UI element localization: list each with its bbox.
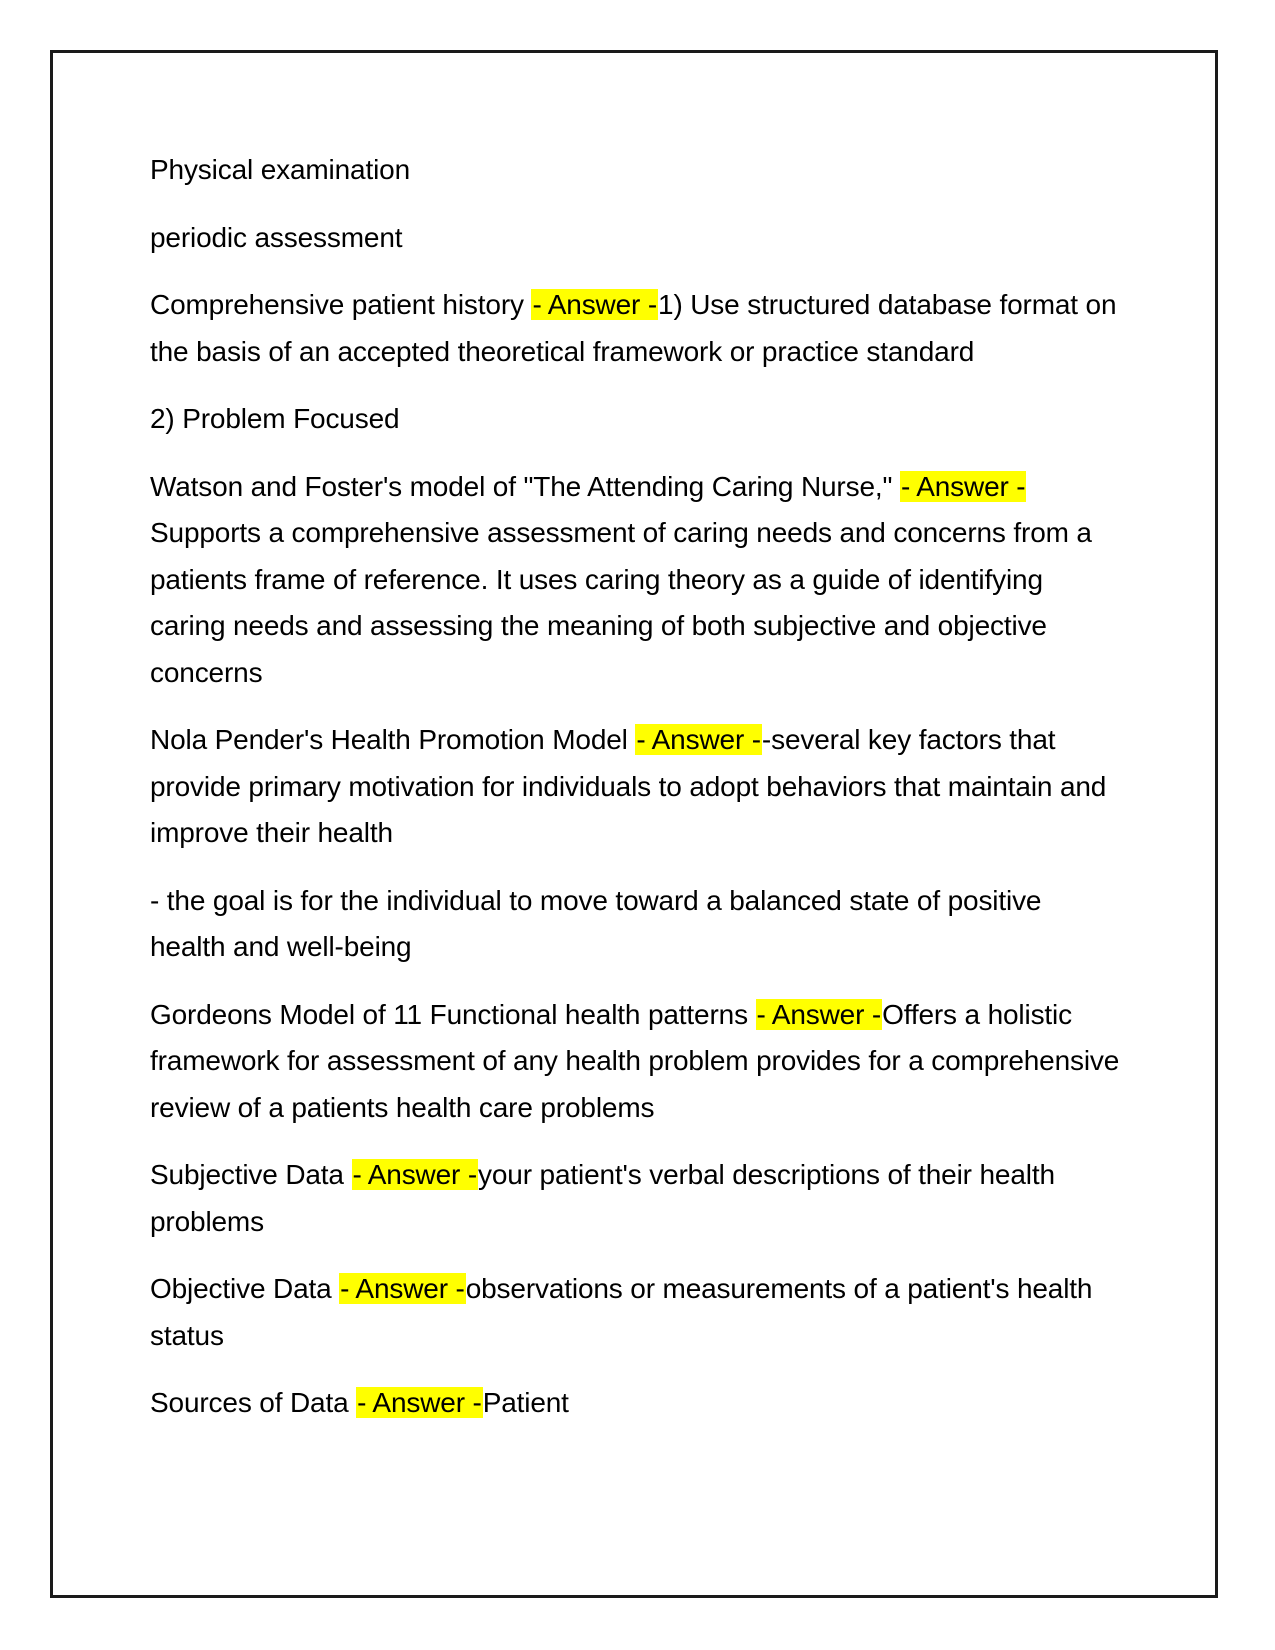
term: Physical examination xyxy=(150,154,411,185)
term: Nola Pender's Health Promotion Model xyxy=(150,724,636,755)
paragraph-subjective-data xyxy=(150,1152,1120,1245)
term: periodic assessment xyxy=(150,221,403,253)
definition: your patient's verbal descriptions of their health problems xyxy=(150,1159,1055,1237)
definition: Offers a holistic framework for assessment of any health problem provides for a comprehensive review of a patients health care problems xyxy=(150,998,1120,1123)
term: 2) Problem Focused xyxy=(150,403,400,434)
answer-marker: - Answer - xyxy=(756,998,882,1030)
document-body xyxy=(150,147,1120,1448)
paragraph-periodic-assessment xyxy=(150,215,1120,262)
definition: observations or measurements of a patient's health status xyxy=(150,1273,1093,1351)
term: Gordeons Model of 11 Functional health patterns xyxy=(150,998,756,1030)
term: Objective Data xyxy=(150,1273,340,1304)
definition: Patient xyxy=(482,1387,569,1418)
paragraph-nola-pender xyxy=(150,717,1120,857)
paragraph-gordeons-model xyxy=(150,992,1120,1132)
paragraph-problem-focused xyxy=(150,396,1120,443)
definition: Supports a comprehensive assessment of caring needs and concerns from a patients frame of reference. It uses caring theory as a guide of identifying caring needs and assessing the meaning of both subjective and objective concerns xyxy=(150,517,1092,688)
answer-marker: - Answer - xyxy=(352,1159,478,1190)
term: Watson and Foster's model of "The Attending Caring Nurse," xyxy=(150,470,900,502)
term: Comprehensive patient history xyxy=(150,289,532,320)
definition: -several key factors that provide primary motivation for individuals to adopt behaviors that maintain and improve their health xyxy=(150,724,1107,848)
paragraph-objective-data xyxy=(150,1266,1120,1359)
paragraph-physical-examination xyxy=(150,147,1120,194)
paragraph-goal xyxy=(150,878,1120,971)
answer-marker: - Answer - xyxy=(636,724,761,755)
definition: 1) Use structured database format on the basis of an accepted theoretical framework or practice standard xyxy=(150,289,1117,367)
paragraph-sources-of-data xyxy=(150,1380,1120,1427)
term: Subjective Data xyxy=(150,1159,352,1190)
answer-marker: - Answer - xyxy=(340,1273,465,1304)
answer-marker: - Answer - xyxy=(357,1387,482,1418)
answer-marker: - Answer - xyxy=(532,289,658,320)
term: - the goal is for the individual to move toward a balanced state of positive health and well-being xyxy=(150,884,1042,962)
paragraph-watson-foster xyxy=(150,464,1120,697)
paragraph-comprehensive-history xyxy=(150,282,1120,375)
answer-marker: - Answer - xyxy=(900,470,1026,502)
term: Sources of Data xyxy=(150,1387,357,1418)
